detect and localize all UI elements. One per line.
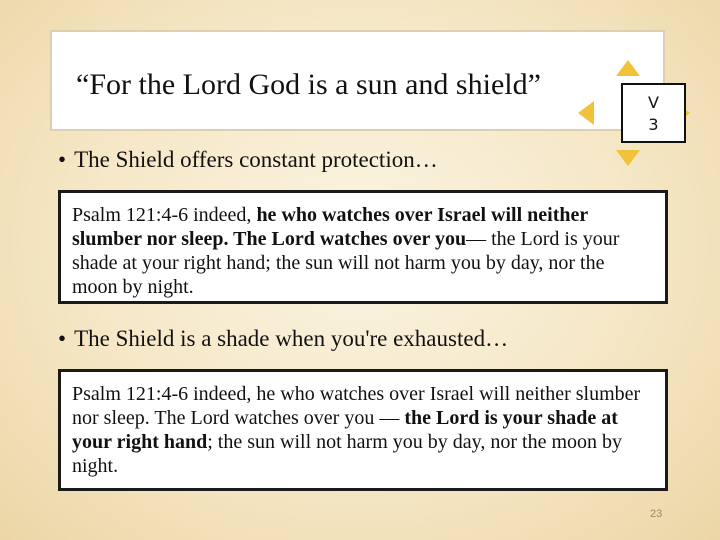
verse-badge-number: 3	[648, 115, 659, 134]
verse-badge-letter: V	[648, 93, 659, 112]
bullet-text: The Shield is a shade when you're exhausted…	[74, 326, 509, 351]
bullet-protection	[58, 147, 438, 173]
title-box	[50, 30, 665, 131]
arrow-down-icon	[616, 150, 640, 166]
quote-box-2	[58, 369, 668, 491]
quote-box-1	[58, 190, 668, 304]
bullet-shade	[58, 326, 508, 352]
bullet-marker: •	[58, 147, 67, 172]
quote2-pre: Psalm 121:4-6 indeed, he who watches over Israel will neither slumber nor sleep. The Lord watches over you —	[72, 383, 641, 429]
verse-badge	[621, 83, 686, 143]
arrow-up-icon	[616, 60, 640, 76]
quote2-rest: ; the sun will not harm you by day, nor the moon by night.	[72, 431, 622, 477]
quote1-rest: — the Lord is your shade at your right hand; the sun will not harm you by day, nor the moon by night.	[72, 228, 620, 298]
page-number: 23	[650, 508, 663, 520]
slide-title: “For the Lord God is a sun and shield”	[76, 68, 541, 101]
quote2-bold: the Lord is your shade at your right hand	[72, 407, 618, 453]
quote1-bold: he who watches over Israel will neither slumber nor sleep. The Lord watches over you	[72, 204, 588, 250]
bullet-text: The Shield offers constant protection…	[74, 147, 438, 172]
bullet-marker: •	[58, 326, 67, 351]
quote1-ref: Psalm 121:4-6 indeed,	[72, 204, 257, 226]
arrow-left-icon	[578, 101, 594, 125]
verse-badge-group	[578, 60, 690, 166]
